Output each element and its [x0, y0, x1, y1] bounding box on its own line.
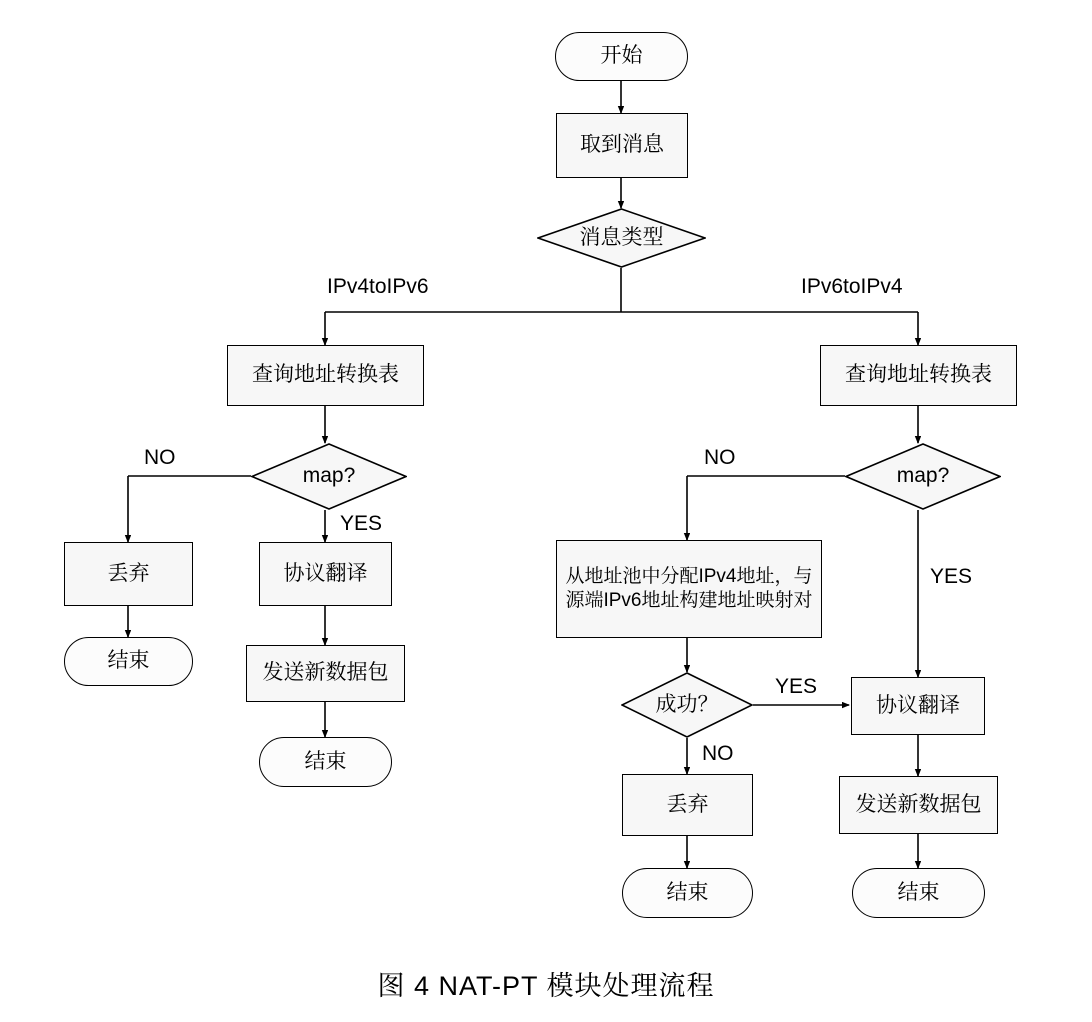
node-get-message	[556, 113, 688, 178]
node-right-alloc-label: 从地址池中分配IPv4地址，与源端IPv6地址构建地址映射对	[565, 566, 813, 611]
figure-caption: 图 4 NAT-PT 模块处理流程	[377, 971, 715, 1001]
node-left-end-2-label: 结束	[304, 749, 347, 773]
edge-label-left-map-no: NO	[144, 446, 176, 469]
node-right-alloc	[556, 540, 822, 638]
node-left-query-table	[227, 345, 424, 406]
node-right-discard	[622, 774, 753, 836]
node-left-send-packet-label: 发送新数据包	[262, 661, 389, 685]
node-right-translate	[851, 677, 985, 735]
node-message-type-label: 消息类型	[579, 225, 664, 249]
node-left-end-1	[64, 637, 193, 686]
node-right-send-packet-label: 发送新数据包	[855, 792, 982, 816]
edge-label-right-map-yes: YES	[930, 565, 973, 588]
edge-label-right-map-no: NO	[704, 446, 736, 469]
node-left-end-1-label: 结束	[107, 649, 150, 673]
node-left-translate-label: 协议翻译	[283, 561, 368, 585]
edge-label-right-success-yes: YES	[775, 675, 818, 698]
node-message-type	[537, 208, 706, 268]
node-right-success-label: 成功？	[655, 692, 719, 716]
node-left-map-label: map?	[302, 464, 356, 488]
node-left-end-2	[259, 737, 392, 787]
node-get-message-label: 取到消息	[580, 133, 664, 157]
node-right-end-1-label: 结束	[666, 880, 709, 904]
edge-label-ipv4toipv6: IPv4toIPv6	[327, 275, 429, 298]
node-start	[555, 32, 688, 81]
node-right-discard-label: 丢弃	[666, 792, 709, 816]
node-right-query-table-label: 查询地址转换表	[845, 363, 992, 387]
node-left-discard-label: 丢弃	[107, 561, 150, 585]
node-left-translate	[259, 542, 392, 606]
node-left-discard	[64, 542, 193, 606]
node-right-map	[845, 443, 1001, 510]
node-right-end-2-label: 结束	[897, 880, 940, 904]
node-left-map	[251, 443, 407, 510]
node-right-end-2	[852, 868, 985, 918]
node-left-send-packet	[246, 645, 405, 702]
node-left-query-table-label: 查询地址转换表	[252, 363, 399, 387]
edge-label-ipv6toipv4: IPv6toIPv4	[801, 275, 903, 298]
node-start-label: 开始	[600, 44, 643, 68]
node-right-end-1	[622, 868, 753, 918]
node-right-map-label: map?	[896, 464, 950, 488]
node-right-translate-label: 协议翻译	[876, 693, 960, 717]
edge-label-right-success-no: NO	[702, 742, 734, 765]
node-right-success	[621, 672, 753, 738]
node-right-query-table	[820, 345, 1017, 406]
edge-label-left-map-yes: YES	[340, 512, 383, 535]
node-right-send-packet	[839, 776, 998, 834]
